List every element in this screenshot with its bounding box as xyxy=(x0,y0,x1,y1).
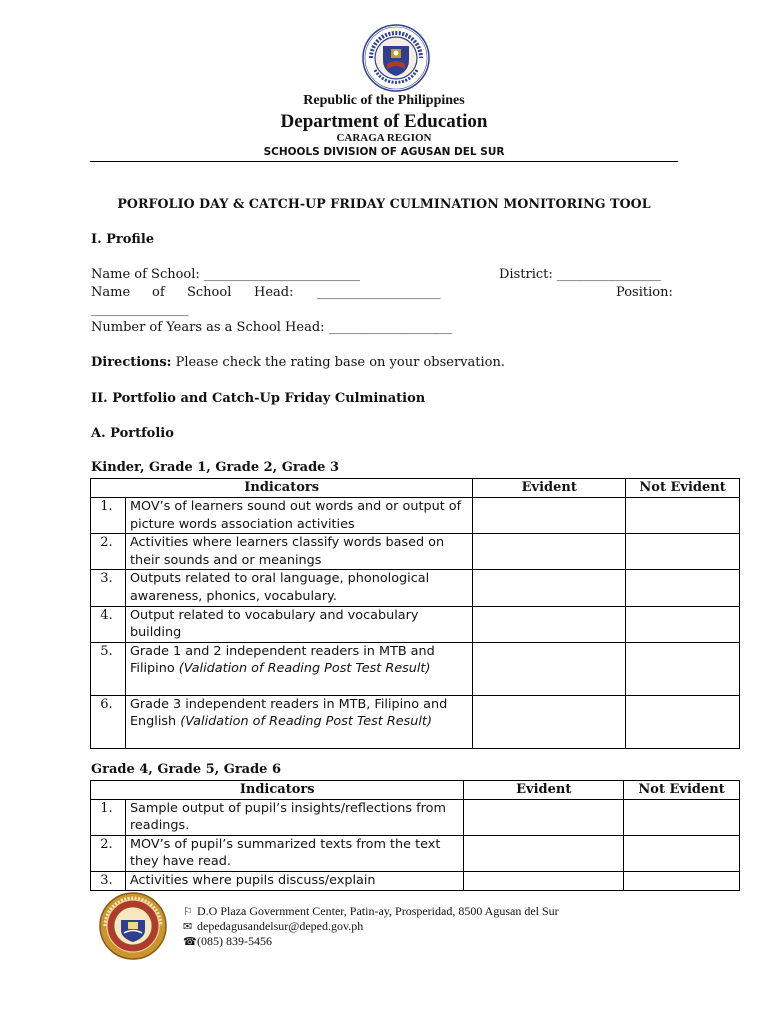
head-name-word-of: of xyxy=(152,285,165,300)
row-number: 4. xyxy=(91,606,126,642)
school-name-label: Name of School: xyxy=(91,267,200,282)
indicator-text: Activities where pupils discuss/explain xyxy=(125,871,463,890)
school-name-blank: ________________________ xyxy=(203,267,360,282)
row-number: 3. xyxy=(91,871,126,890)
indicator-note: (Validation of Reading Post Test Result) xyxy=(180,714,432,730)
col-header-indicators: Indicators xyxy=(91,781,464,800)
table2-caption: Grade 4, Grade 5, Grade 6 xyxy=(91,762,282,777)
header-region: CARAGA REGION xyxy=(336,132,432,144)
head-name-word-head: Head: xyxy=(254,285,294,300)
not-evident-cell[interactable] xyxy=(626,498,740,534)
not-evident-cell[interactable] xyxy=(626,534,740,570)
evident-cell[interactable] xyxy=(464,835,624,871)
evident-cell[interactable] xyxy=(473,534,626,570)
header-republic: Republic of the Philippines xyxy=(303,93,465,108)
directions-text: Please check the rating base on your observation. xyxy=(175,355,505,370)
not-evident-cell[interactable] xyxy=(626,642,740,695)
col-header-not-evident: Not Evident xyxy=(624,781,740,800)
indicator-text: Grade 3 independent readers in MTB, Filipino and English xyxy=(129,696,448,730)
row-number: 6. xyxy=(91,695,126,748)
district-blank: ________________ xyxy=(556,267,661,282)
footer-phone: (085) 839-5456 xyxy=(197,934,272,948)
telephone-icon: ☎ xyxy=(183,935,197,948)
profile-heading: I. Profile xyxy=(91,232,155,247)
indicator-text: MOV’s of pupil’s summarized texts from the text they have read. xyxy=(125,835,463,871)
header-division: SCHOOLS DIVISION OF AGUSAN DEL SUR xyxy=(263,146,505,158)
school-name-field xyxy=(91,267,360,282)
years-as-head-label: Number of Years as a School Head: xyxy=(91,320,325,335)
table-row xyxy=(91,498,740,534)
head-name-word-name: Name xyxy=(91,285,131,300)
row-number: 5. xyxy=(91,642,126,695)
row-number: 1. xyxy=(91,799,126,835)
header-divider xyxy=(90,161,678,162)
row-number: 1. xyxy=(91,498,126,534)
indicator-text: Activities where learners classify words based on their sounds and or meanings xyxy=(125,534,472,570)
not-evident-cell[interactable] xyxy=(626,695,740,748)
table-row xyxy=(91,534,740,570)
footer-address: D.O Plaza Government Center, Patin-ay, Prosperidad, 8500 Agusan del Sur xyxy=(197,904,559,918)
evident-cell[interactable] xyxy=(464,871,624,890)
head-name-blank: ___________________ xyxy=(317,285,441,300)
indicator-text: Sample output of pupil’s insights/reflections from readings. xyxy=(125,799,463,835)
col-header-indicators: Indicators xyxy=(91,479,473,498)
footer-address-line xyxy=(183,904,559,919)
position-label: Position: xyxy=(616,285,673,300)
footer-phone-line xyxy=(183,934,272,949)
table-row xyxy=(91,799,740,835)
not-evident-cell[interactable] xyxy=(624,835,740,871)
indicators-table-grade4-6 xyxy=(90,780,740,891)
footer-email-line xyxy=(183,919,363,934)
not-evident-cell[interactable] xyxy=(626,570,740,606)
indicator-cell xyxy=(125,695,472,748)
indicator-text: MOV’s of learners sound out words and or output of picture words association activities xyxy=(125,498,472,534)
not-evident-cell[interactable] xyxy=(624,871,740,890)
district-field xyxy=(499,267,661,282)
not-evident-cell[interactable] xyxy=(626,606,740,642)
indicator-text: Grade 1 and 2 independent readers in MTB and Filipino xyxy=(129,643,435,677)
row-number: 2. xyxy=(91,534,126,570)
table-row xyxy=(91,871,740,890)
evident-cell[interactable] xyxy=(464,799,624,835)
table-row xyxy=(91,570,740,606)
district-label: District: xyxy=(499,267,553,282)
table1-caption: Kinder, Grade 1, Grade 2, Grade 3 xyxy=(91,460,340,475)
section-two-heading: II. Portfolio and Catch-Up Friday Culmination xyxy=(91,391,426,406)
indicator-text: Output related to vocabulary and vocabulary building xyxy=(125,606,472,642)
evident-cell[interactable] xyxy=(473,498,626,534)
evident-cell[interactable] xyxy=(473,570,626,606)
table-header-row xyxy=(91,479,740,498)
footer-email[interactable]: depedagusandelsur@deped.gov.ph xyxy=(197,919,364,933)
position-blank: _______________ xyxy=(91,302,189,317)
indicator-cell xyxy=(125,642,472,695)
table-row xyxy=(91,695,740,748)
evident-cell[interactable] xyxy=(473,642,626,695)
years-as-head-field xyxy=(91,320,452,335)
not-evident-cell[interactable] xyxy=(624,799,740,835)
header-department: Department of Education xyxy=(280,111,488,132)
table-row xyxy=(91,606,740,642)
row-number: 2. xyxy=(91,835,126,871)
deped-seal-logo xyxy=(361,24,431,92)
indicator-note: (Validation of Reading Post Test Result) xyxy=(178,661,431,677)
table-header-row xyxy=(91,781,740,800)
evident-cell[interactable] xyxy=(473,606,626,642)
evident-cell[interactable] xyxy=(473,695,626,748)
directions-label: Directions: xyxy=(91,355,172,370)
indicators-table-kinder-grade3 xyxy=(90,478,740,749)
table-row xyxy=(91,642,740,695)
indicator-text: Outputs related to oral language, phonological awareness, phonics, vocabulary. xyxy=(125,570,472,606)
col-header-evident: Evident xyxy=(473,479,626,498)
table-row xyxy=(91,835,740,871)
envelope-icon: ✉ xyxy=(183,920,193,933)
years-as-head-blank: ___________________ xyxy=(328,320,453,335)
directions xyxy=(91,355,505,370)
division-seal-logo xyxy=(97,892,169,960)
document-title: PORFOLIO DAY & CATCH-UP FRIDAY CULMINATION MONITORING TOOL xyxy=(117,196,651,211)
col-header-evident: Evident xyxy=(464,781,624,800)
flag-icon: ⚐ xyxy=(183,905,193,918)
section-a-heading: A. Portfolio xyxy=(91,426,174,441)
row-number: 3. xyxy=(91,570,126,606)
head-name-word-school: School xyxy=(187,285,232,300)
col-header-not-evident: Not Evident xyxy=(626,479,740,498)
